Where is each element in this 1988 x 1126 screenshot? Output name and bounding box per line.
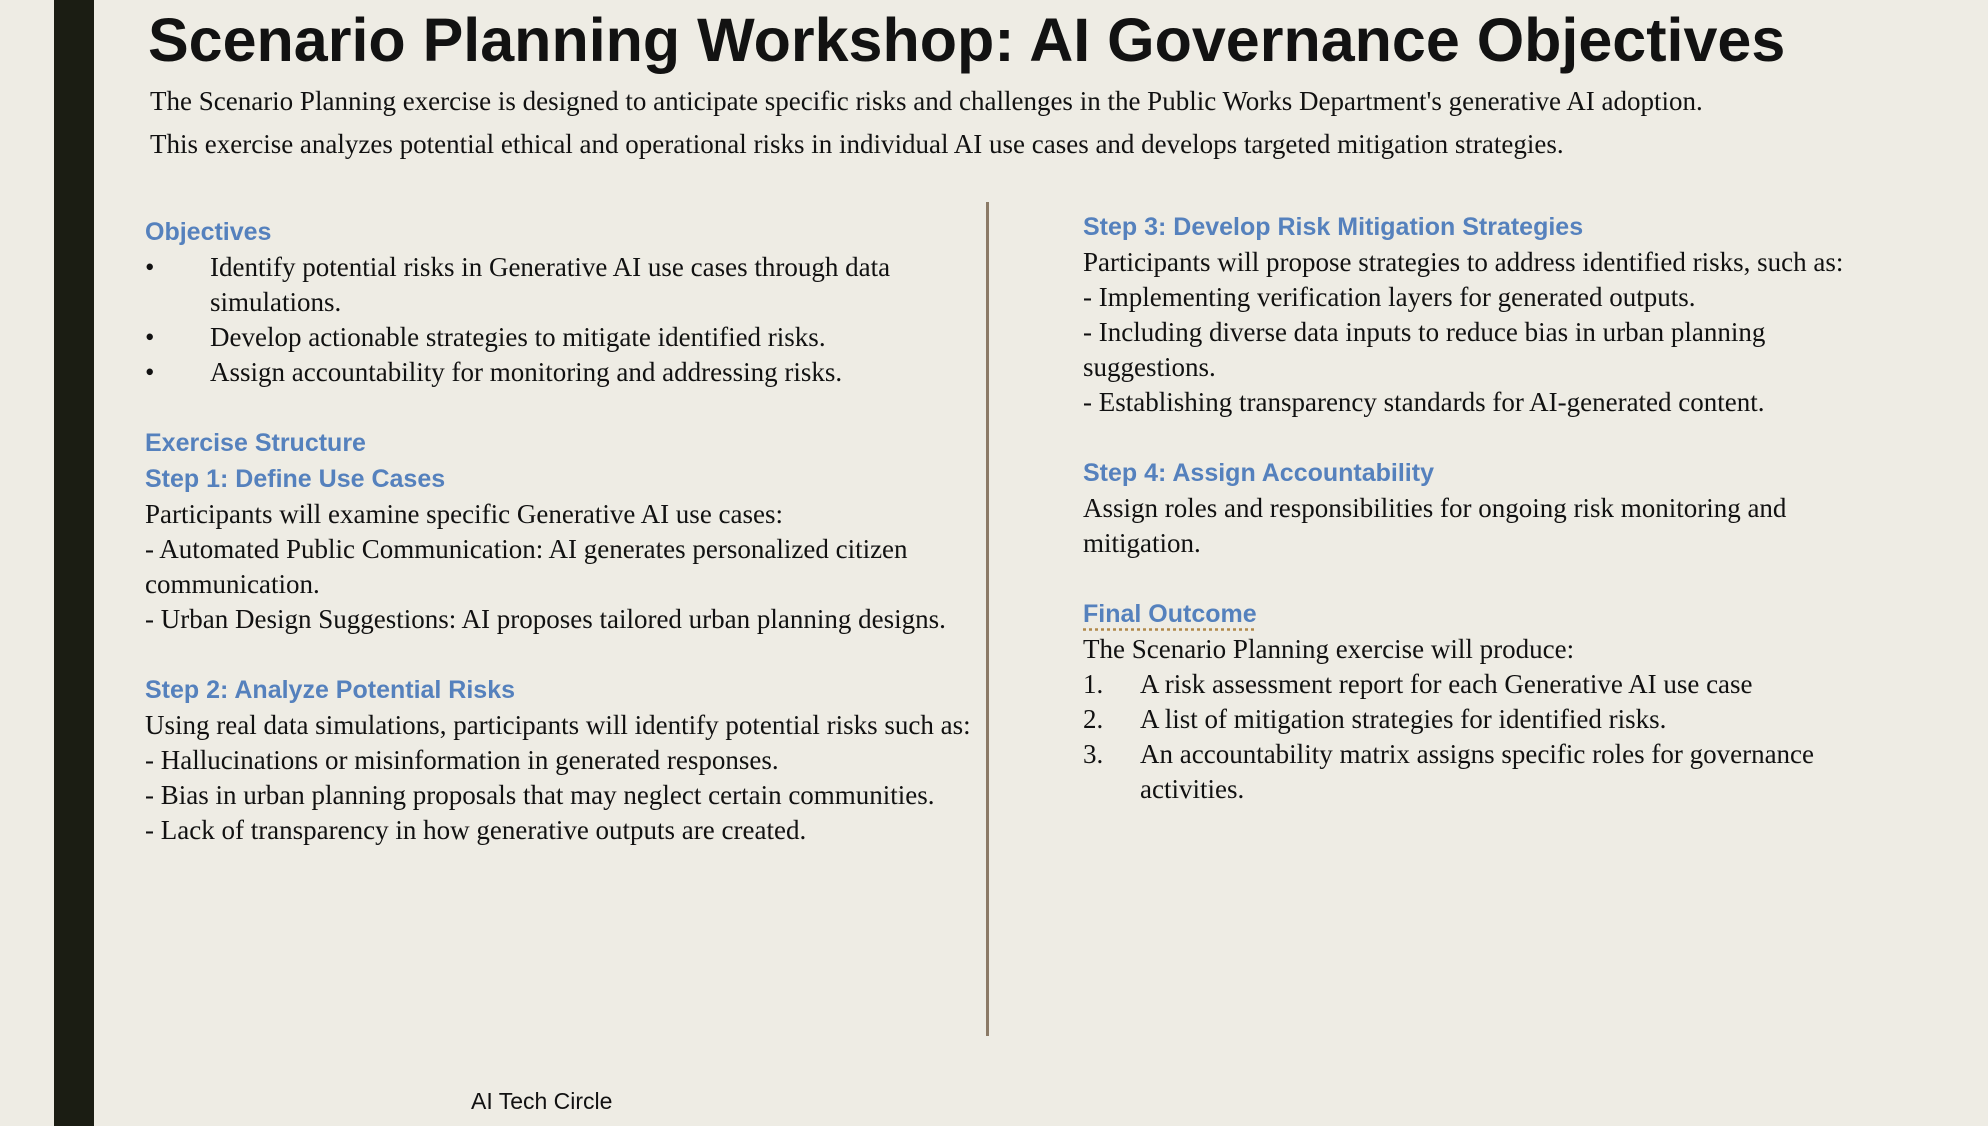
outcome-text: A list of mitigation strategies for identified risks.	[1140, 704, 1667, 734]
page-title: Scenario Planning Workshop: AI Governance Objectives	[148, 6, 1786, 74]
step3-item: - Including diverse data inputs to reduce bias in urban planning suggestions.	[1083, 317, 1766, 382]
step2-heading: Step 2: Analyze Potential Risks	[145, 676, 516, 704]
step2-item: - Hallucinations or misinformation in generated responses.	[145, 745, 779, 775]
step2-item: - Bias in urban planning proposals that may neglect certain communities.	[145, 780, 935, 810]
step3-heading: Step 3: Develop Risk Mitigation Strategies	[1083, 213, 1584, 241]
step4-heading: Step 4: Assign Accountability	[1083, 459, 1434, 487]
objective-text: Develop actionable strategies to mitigate identified risks.	[210, 322, 826, 352]
step1-item: - Automated Public Communication: AI generates personalized citizen communication.	[145, 534, 908, 599]
bullet-icon: •	[145, 252, 155, 282]
final-outcome-heading: Final Outcome	[1083, 600, 1257, 628]
objective-text: Assign accountability for monitoring and addressing risks.	[210, 357, 843, 387]
left-column	[145, 214, 975, 848]
intro-line: This exercise analyzes potential ethical and operational risks in individual AI use cases and develops targeted mitigation strategies.	[150, 129, 1564, 159]
objectives-heading: Objectives	[145, 218, 272, 246]
step4-text: Assign roles and responsibilities for ongoing risk monitoring and mitigation.	[1083, 493, 1787, 558]
objective-text: Identify potential risks in Generative AI use cases through data simulations.	[210, 252, 891, 317]
step3-item: - Implementing verification layers for generated outputs.	[1083, 282, 1696, 312]
column-divider	[986, 202, 989, 1036]
outcome-number: 1.	[1083, 669, 1104, 699]
intro-line: The Scenario Planning exercise is designed to anticipate specific risks and challenges in the Public Works Department's generative AI adoption.	[150, 86, 1703, 116]
objective-item	[145, 250, 975, 320]
outcome-text: An accountability matrix assigns specific roles for governance activities.	[1140, 739, 1815, 804]
objectives-list	[145, 250, 975, 390]
step2-intro: Using real data simulations, participants will identify potential risks such as:	[145, 710, 971, 740]
outcome-text: A risk assessment report for each Generative AI use case	[1140, 669, 1753, 699]
objective-item	[145, 320, 975, 355]
bullet-icon: •	[145, 357, 155, 387]
bullet-icon: •	[145, 322, 155, 352]
outcome-number: 2.	[1083, 704, 1104, 734]
step1-heading: Step 1: Define Use Cases	[145, 465, 446, 493]
outcome-item	[1083, 737, 1903, 807]
right-column	[1083, 209, 1903, 807]
step2-item: - Lack of transparency in how generative outputs are created.	[145, 815, 807, 845]
step1-item: - Urban Design Suggestions: AI proposes tailored urban planning designs.	[145, 604, 946, 634]
outcome-item	[1083, 702, 1903, 737]
step3-item: - Establishing transparency standards for AI-generated content.	[1083, 387, 1765, 417]
left-accent-bar	[54, 0, 94, 1126]
intro-paragraph	[150, 80, 1970, 166]
outcome-number: 3.	[1083, 739, 1104, 769]
step3-intro: Participants will propose strategies to address identified risks, such as:	[1083, 247, 1844, 277]
final-outcome-intro: The Scenario Planning exercise will produce:	[1083, 634, 1575, 664]
objective-item	[145, 355, 975, 390]
step1-intro: Participants will examine specific Generative AI use cases:	[145, 499, 784, 529]
final-outcome-list	[1083, 667, 1903, 807]
footer-text: AI Tech Circle	[471, 1088, 613, 1114]
exercise-structure-heading: Exercise Structure	[145, 429, 366, 457]
outcome-item	[1083, 667, 1903, 702]
